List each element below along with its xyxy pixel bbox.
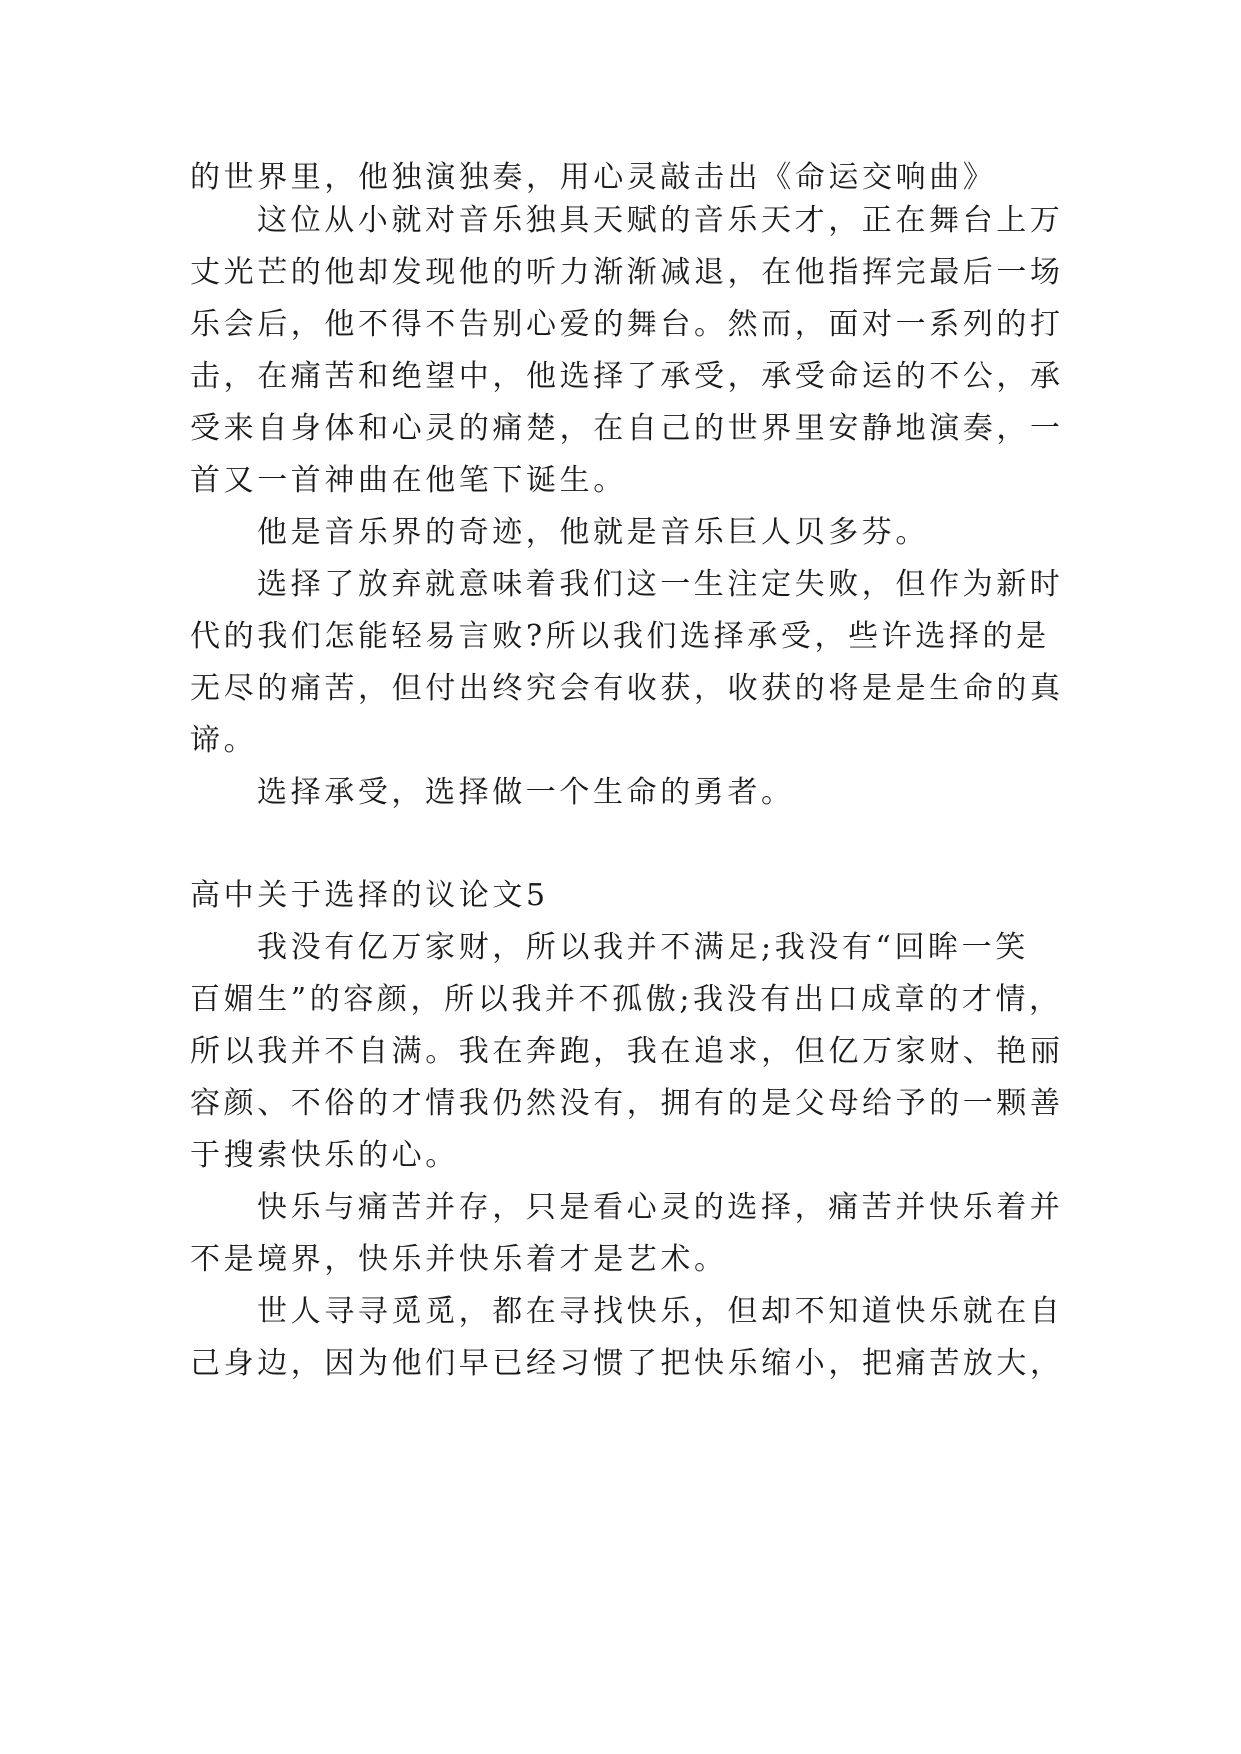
paragraph-start-line: 选择了放弃就意味着我们这一生注定失败，但作为新时: [257, 567, 1064, 602]
paragraph-start-line: 我没有亿万家财，所以我并不满足;我没有“回眸一笑: [257, 930, 1029, 965]
text-line: 受来自身体和心灵的痛楚，在自己的世界里安静地演奏，一: [190, 411, 1064, 446]
section-heading: 高中关于选择的议论文5: [190, 878, 549, 913]
text-line: 丈光芒的他却发现他的听力渐渐减退，在他指挥完最后一场: [190, 255, 1064, 290]
paragraph-start-line: 快乐与痛苦并存，只是看心灵的选择，痛苦并快乐着并: [257, 1190, 1064, 1225]
text-line: 于搜索快乐的心。: [190, 1138, 459, 1173]
text-line: 无尽的痛苦，但付出终究会有收获，收获的将是是生命的真: [190, 671, 1064, 706]
text-line: 首又一首神曲在他笔下诞生。: [190, 463, 627, 498]
text-line: 的世界里，他独演独奏，用心灵敲击出《命运交响曲》: [190, 160, 997, 195]
text-line: 百媚生”的容颜，所以我并不孤傲;我没有出口成章的才情，: [190, 982, 1063, 1017]
text-line: 乐会后，他不得不告别心爱的舞台。然而，面对一系列的打: [190, 307, 1064, 342]
paragraph-start-line: 这位从小就对音乐独具天赋的音乐天才，正在舞台上万: [257, 203, 1064, 238]
text-line: 代的我们怎能轻易言败?所以我们选择承受，些许选择的是: [190, 619, 1050, 654]
text-line: 容颜、不俗的才情我仍然没有，拥有的是父母给予的一颗善: [190, 1086, 1064, 1121]
paragraph-start-line: 选择承受，选择做一个生命的勇者。: [257, 775, 795, 810]
text-line: 谛。: [190, 723, 258, 758]
paragraph-start-line: 他是音乐界的奇迹，他就是音乐巨人贝多芬。: [257, 515, 929, 550]
text-line: 所以我并不自满。我在奔跑，我在追求，但亿万家财、艳丽: [190, 1034, 1064, 1069]
text-line: 不是境界，快乐并快乐着才是艺术。: [190, 1242, 728, 1277]
paragraph-start-line: 世人寻寻觅觅，都在寻找快乐，但却不知道快乐就在自: [257, 1294, 1064, 1329]
text-line: 己身边，因为他们早已经习惯了把快乐缩小，把痛苦放大，: [190, 1346, 1064, 1381]
text-line: 击，在痛苦和绝望中，他选择了承受，承受命运的不公，承: [190, 359, 1064, 394]
